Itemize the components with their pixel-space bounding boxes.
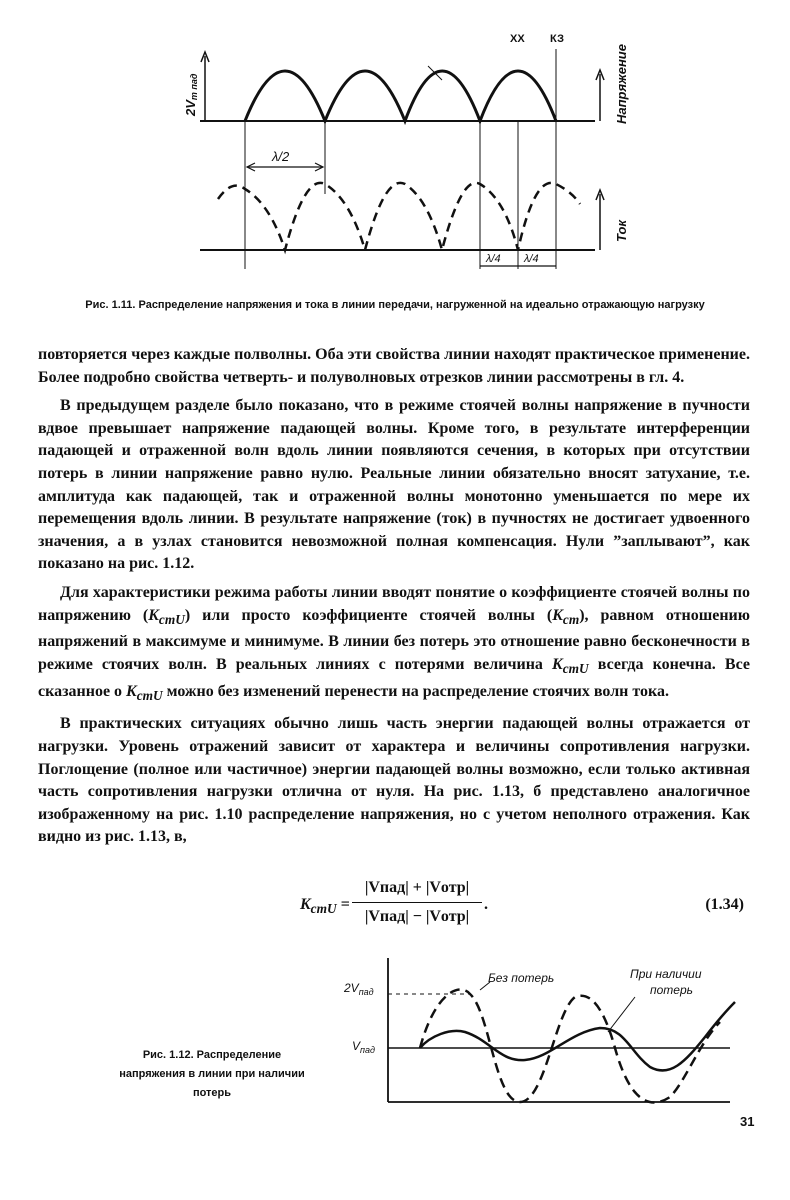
two-v-pad-label: $2V_{пад}$: [344, 981, 374, 997]
lambda-quarter-label: λ/4: [524, 253, 539, 265]
formula-numerator: |Vпад| + |Vотр|: [364, 879, 470, 896]
paragraph: повторяется через каждые полволны. Оба эти свойства линии находят практическое применение. Более подробно свойства четверть- и полуволновых отрезков линии рассмотрены в гл. 4.: [38, 346, 750, 386]
kst-u-symbol: $K_{стU}$: [126, 682, 163, 703]
lambda-half-label: λ/2: [272, 149, 290, 164]
voltage-axis-label: Напряжение: [614, 44, 629, 124]
lambda-quarter-label: λ/4: [486, 253, 501, 265]
with-loss-label-line1: При наличии: [630, 967, 702, 981]
kst-u-symbol: $K_{стU}$: [552, 655, 589, 677]
v-amplitude-label: 2Vm пад: [183, 73, 199, 116]
paragraph: Для характеристики режима работы линии вводят понятие о коэффициенте стоячей волны по напряжению $(K_{стU})$ или просто коэффициенте стоячей волны $(K_{ст})$, равном отношению напряжений в максимуме и минимуме. В линии без потерь это отношение равно бесконечности в режиме стоячих волн. В реальных линиях с потерями величина $K_{стU}$ всегда конечна. Все сказанное о $K_{стU}$ можно без изменений перенести на распределение стоячих волн тока.: [38, 583, 750, 703]
figure-1-12: [330, 952, 750, 1112]
kz-label: КЗ: [550, 33, 565, 45]
body-text: [38, 344, 750, 855]
kst-u-symbol: $K_{стU}$: [148, 606, 185, 627]
leader-line: [608, 997, 635, 1032]
formula-fraction: [352, 876, 482, 929]
formula-denominator: |Vпад| − |Vотр|: [364, 908, 470, 925]
paragraph: В предыдущем разделе было показано, что в режиме стоячей волны напряжение в пучности вдвое превышает напряжение падающей волны. Кроме того, в результате интерференции падающей и отраженной волн вдоль линии появляются сечения, в которых при отсутствии потерь в линии напряжение равно нулю. Реальные линии обязательно вносят затухание, т.е. амплитуда как падающей, так и отраженной волны монотонно уменьшается по мере их перемещения вдоль линии. В результате напряжение (ток) в пучностях не достигает удвоенного значения, а в узлах становится невозможной полная компенсация. Нули ”заплывают”, как показано на рис. 1.12.: [38, 397, 750, 573]
equation-number: (1.34): [705, 896, 744, 913]
current-axis-label: Ток: [614, 220, 629, 242]
voltage-standing-wave: [245, 71, 556, 121]
formula-1-34: [300, 874, 760, 934]
figure-1-11-caption: Рис. 1.11. Распределение напряжения и тока в линии передачи, нагруженной на идеально отражающую нагрузку: [85, 299, 705, 311]
with-loss-label-line2: потерь: [650, 983, 693, 997]
figure-1-11: [180, 24, 650, 274]
formula-period: .: [484, 896, 488, 913]
lossy-wave: [420, 1002, 735, 1071]
fraction-bar: [352, 902, 482, 903]
no-loss-label: Без потерь: [488, 971, 555, 985]
lossless-wave: [420, 989, 720, 1102]
kst-symbol: $K_{ст}$: [552, 606, 580, 627]
formula-lhs: $K_{стU}$ =: [300, 896, 350, 917]
v-pad-label: $V_{пад}$: [352, 1039, 375, 1055]
figure-1-12-caption: Рис. 1.12. Распределение напряжения в линии при наличии потерь: [119, 1049, 305, 1099]
xx-label: XX: [510, 33, 525, 45]
current-standing-wave: [218, 183, 580, 250]
page-number: 31: [740, 1114, 755, 1129]
paragraph: В практических ситуациях обычно лишь часть энергии падающей волны отражается от нагрузки. Уровень отражений зависит от характера и величины сопротивления нагрузки. Поглощение (полное или частичное) энергии падающей волны возможно, если только активная часть сопротивления нагрузки отлична от нуля. На рис. 1.13, б представлено аналогичное изображенному на рис. 1.10 распределение напряжения, но с учетом неполного отражения. Как видно из рис. 1.13, в,: [38, 715, 750, 846]
